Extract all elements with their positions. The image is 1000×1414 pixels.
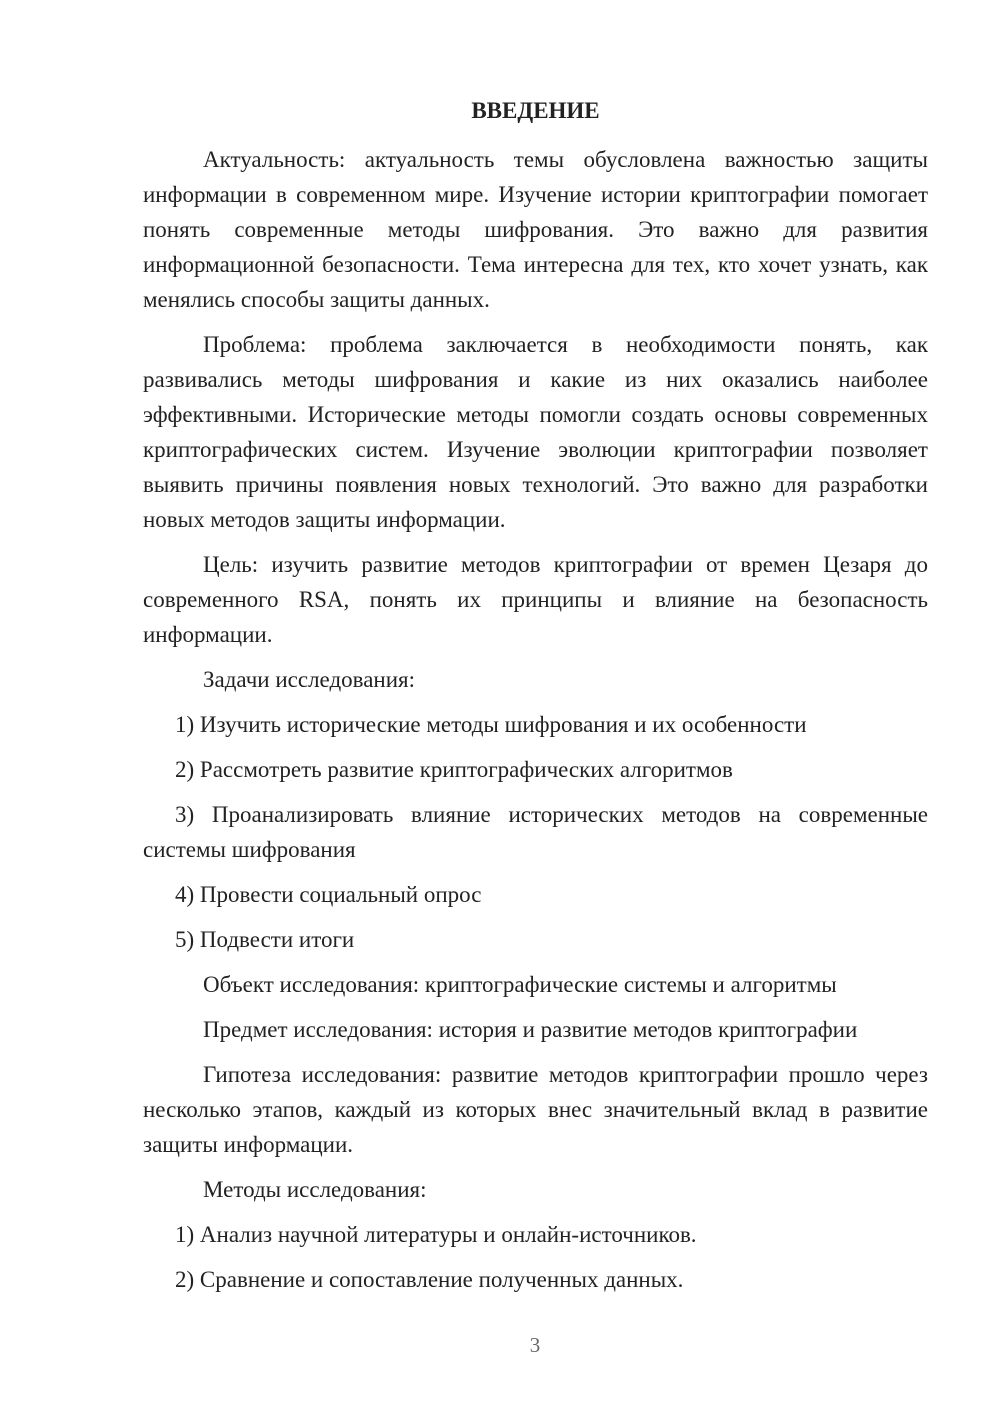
object-paragraph: Объект исследования: криптографические системы и алгоритмы	[203, 972, 837, 997]
section-title: ВВЕДЕНИЕ	[471, 98, 600, 123]
hypothesis-paragraph: Гипотеза исследования: развитие методов криптографии прошло через несколько этапов, каждый из которых внес значительный вклад в развитие защиты информации.	[143, 1062, 928, 1157]
task-item: 2) Рассмотреть развитие криптографических алгоритмов	[175, 757, 733, 782]
methods-heading: Методы исследования:	[203, 1177, 427, 1202]
subject-paragraph: Предмет исследования: история и развитие методов криптографии	[203, 1017, 858, 1042]
relevance-paragraph: Актуальность: актуальность темы обусловлена важностью защиты информации в современном мире. Изучение истории криптографии помогает понять современные методы шифрования. Это важно для развития информационной безопасности. Тема интересна для тех, кто хочет узнать, как менялись способы защиты данных.	[143, 147, 928, 312]
tasks-heading: Задачи исследования:	[203, 667, 416, 692]
problem-paragraph: Проблема: проблема заключается в необходимости понять, как развивались методы шифрования и какие из них оказались наиболее эффективными. Исторические методы помогли создать основы современных криптографических систем. Изучение эволюции криптографии позволяет выявить причины появления новых технологий. Это важно для разработки новых методов защиты информации.	[143, 332, 928, 532]
method-item: 2) Сравнение и сопоставление полученных данных.	[175, 1267, 684, 1292]
task-item: 4) Провести социальный опрос	[175, 882, 482, 907]
task-item: 1) Изучить исторические методы шифрования и их особенности	[175, 712, 807, 737]
page-number: 3	[529, 1333, 541, 1357]
goal-paragraph: Цель: изучить развитие методов криптографии от времен Цезаря до современного RSA, понять их принципы и влияние на безопасность информации.	[143, 552, 928, 647]
method-item: 1) Анализ научной литературы и онлайн-источников.	[175, 1222, 697, 1247]
task-item: 3) Проанализировать влияние исторических методов на современные системы шифрования	[143, 802, 928, 862]
introduction-body	[143, 142, 928, 1307]
task-item: 5) Подвести итоги	[175, 927, 355, 952]
